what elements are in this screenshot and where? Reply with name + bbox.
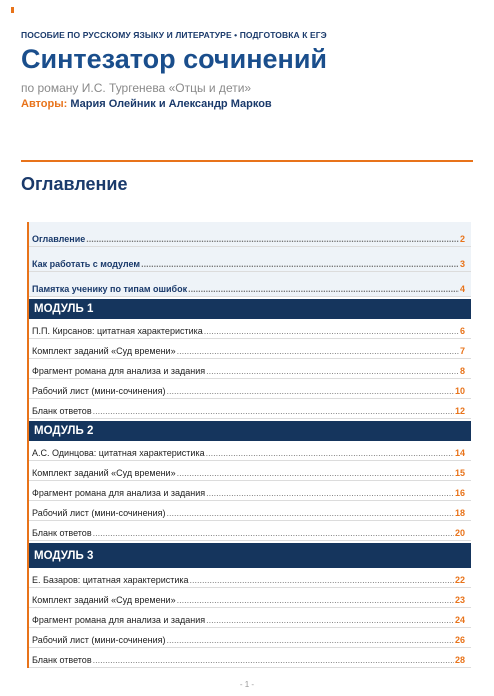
toc-entry-label: Памятка ученику по типам ошибок — [32, 284, 188, 294]
toc-entry-page: 7 — [459, 346, 465, 356]
toc-entry-page: 15 — [454, 468, 465, 478]
toc-entry-page: 26 — [454, 635, 465, 645]
toc-entry[interactable] — [29, 359, 471, 379]
header-divider — [21, 160, 473, 162]
toc-entry-label: Рабочий лист (мини-сочинения) — [32, 386, 166, 396]
toc-entry-page: 18 — [454, 508, 465, 518]
toc-entry[interactable] — [29, 481, 471, 501]
module-header: МОДУЛЬ 1 — [29, 299, 471, 319]
accent-mark — [11, 7, 14, 13]
toc-entry[interactable] — [29, 339, 471, 359]
toc-entry-page: 2 — [459, 234, 465, 244]
toc-entry-page: 20 — [454, 528, 465, 538]
toc-entry-label: Фрагмент романа для анализа и задания — [32, 366, 206, 376]
toc-entry-page: 3 — [459, 259, 465, 269]
toc-entry-label: Бланк ответов — [32, 406, 92, 416]
dot-leader — [206, 448, 454, 458]
authors-line — [21, 98, 474, 110]
dot-leader — [177, 468, 454, 478]
toc-entry-page: 24 — [454, 615, 465, 625]
document-subtitle: ПОСОБИЕ ПО РУССКОМУ ЯЗЫКУ И ЛИТЕРАТУРЕ • ПОДГОТОВКА К ЕГЭ — [21, 30, 327, 40]
toc-entry-label: Комплект заданий «Суд времени» — [32, 468, 176, 478]
toc-entry-label: Е. Базаров: цитатная характеристика — [32, 575, 189, 585]
dot-leader — [206, 366, 459, 376]
document-header — [21, 30, 474, 110]
toc-entry-label: Комплект заданий «Суд времени» — [32, 595, 176, 605]
toc-entry-page: 23 — [454, 595, 465, 605]
toc-entry-page: 14 — [454, 448, 465, 458]
toc-entry-label: А.С. Одинцова: цитатная характеристика — [32, 448, 205, 458]
toc-entry-label: Оглавление — [32, 234, 86, 244]
table-of-contents — [27, 222, 471, 668]
toc-entry[interactable] — [29, 379, 471, 399]
toc-entry-page: 22 — [454, 575, 465, 585]
toc-entry[interactable] — [29, 608, 471, 628]
dot-leader — [177, 595, 454, 605]
module-header: МОДУЛЬ 3 — [29, 543, 471, 568]
dot-leader — [188, 284, 459, 294]
toc-entry-label: П.П. Кирсанов: цитатная характеристика — [32, 326, 203, 336]
toc-entry-label: Бланк ответов — [32, 655, 92, 665]
toc-heading: Оглавление — [21, 174, 128, 194]
dot-leader — [206, 488, 454, 498]
toc-entry-label: Рабочий лист (мини-сочинения) — [32, 508, 166, 518]
toc-entry-label: Фрагмент романа для анализа и задания — [32, 615, 206, 625]
dot-leader — [167, 386, 454, 396]
dot-leader — [167, 635, 454, 645]
toc-entry[interactable] — [29, 247, 471, 272]
toc-entry[interactable] — [29, 501, 471, 521]
toc-entry[interactable] — [29, 399, 471, 419]
toc-entry[interactable] — [29, 222, 471, 247]
dot-leader — [141, 259, 459, 269]
toc-entry-label: Как работать с модулем — [32, 259, 141, 269]
toc-entry-page: 4 — [459, 284, 465, 294]
module-header: МОДУЛЬ 2 — [29, 421, 471, 441]
document-title: Синтезатор сочинений — [21, 44, 328, 74]
dot-leader — [167, 508, 454, 518]
dot-leader — [190, 575, 454, 585]
toc-entry[interactable] — [29, 441, 471, 461]
toc-entry[interactable] — [29, 319, 471, 339]
toc-entry-label: Бланк ответов — [32, 528, 92, 538]
toc-entry-page: 8 — [459, 366, 465, 376]
toc-entry-label: Комплект заданий «Суд времени» — [32, 346, 176, 356]
toc-entry[interactable] — [29, 461, 471, 481]
toc-entry[interactable] — [29, 521, 471, 541]
dot-leader — [93, 528, 454, 538]
toc-entry[interactable] — [29, 588, 471, 608]
dot-leader — [177, 346, 459, 356]
toc-entry[interactable] — [29, 568, 471, 588]
authors-names: Мария Олейник и Александр Марков — [70, 98, 272, 110]
toc-entry[interactable] — [29, 628, 471, 648]
authors-label: Авторы: — [21, 98, 68, 110]
dot-leader — [93, 655, 454, 665]
toc-entry-label: Рабочий лист (мини-сочинения) — [32, 635, 166, 645]
dot-leader — [206, 615, 454, 625]
page-number: - 1 - — [239, 680, 255, 689]
toc-entry-page: 12 — [454, 406, 465, 416]
toc-entry[interactable] — [29, 272, 471, 297]
dot-leader — [204, 326, 459, 336]
toc-entry-page: 6 — [459, 326, 465, 336]
toc-entry[interactable] — [29, 648, 471, 668]
dot-leader — [86, 234, 459, 244]
toc-entry-page: 10 — [454, 386, 465, 396]
document-byline: по роману И.С. Тургенева «Отцы и дети» — [21, 81, 252, 95]
toc-entry-page: 16 — [454, 488, 465, 498]
toc-entry-label: Фрагмент романа для анализа и задания — [32, 488, 206, 498]
dot-leader — [93, 406, 454, 416]
toc-entry-page: 28 — [454, 655, 465, 665]
